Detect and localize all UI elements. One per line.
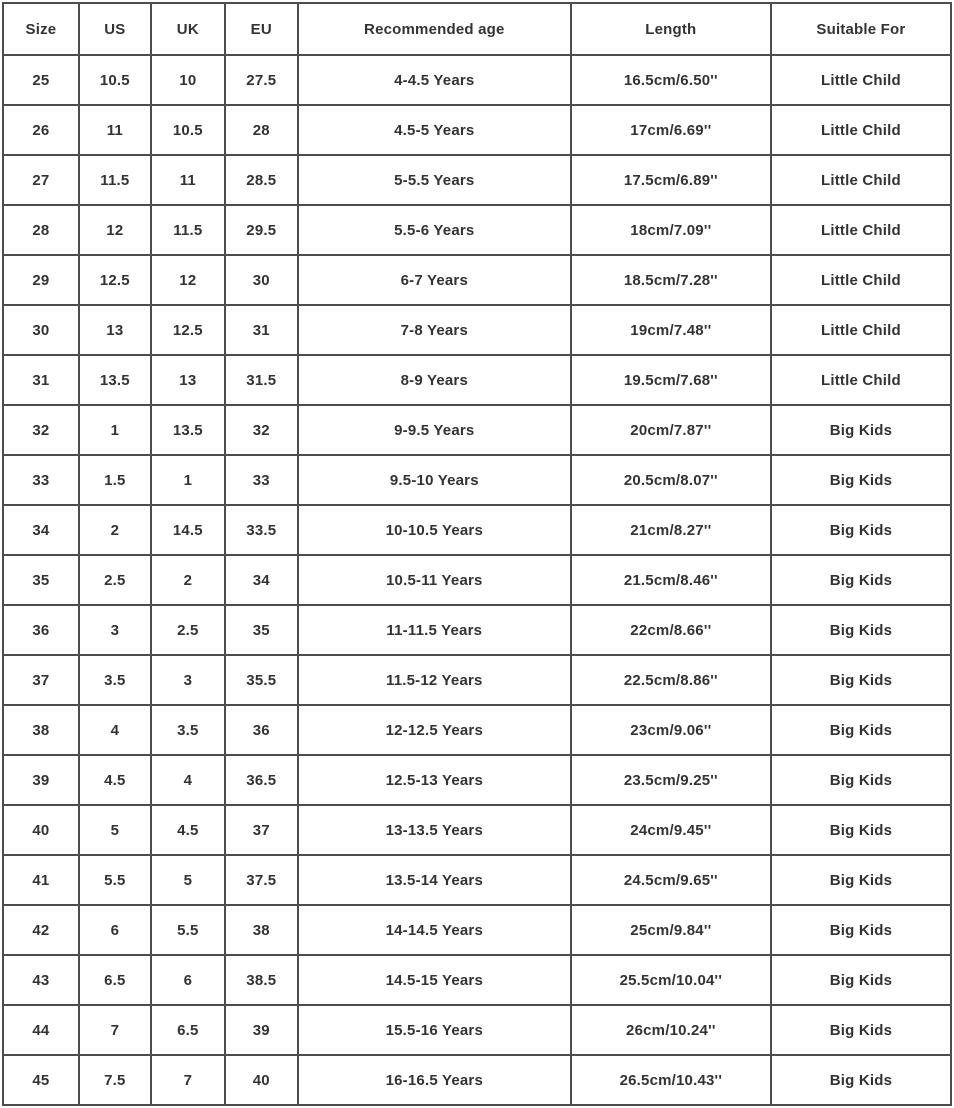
table-cell: 7-8 Years xyxy=(298,305,571,355)
table-cell: 42 xyxy=(3,905,79,955)
table-row xyxy=(3,855,951,905)
table-cell: 12 xyxy=(151,255,225,305)
table-cell: 30 xyxy=(3,305,79,355)
table-cell: Little Child xyxy=(771,305,951,355)
table-cell: 11.5-12 Years xyxy=(298,655,571,705)
table-cell: 13.5 xyxy=(151,405,225,455)
table-row xyxy=(3,105,951,155)
table-cell: 26cm/10.24'' xyxy=(571,1005,771,1055)
table-cell: 31 xyxy=(3,355,79,405)
table-cell: 33 xyxy=(225,455,298,505)
table-cell: 6 xyxy=(79,905,151,955)
table-cell: 33.5 xyxy=(225,505,298,555)
table-cell: 5 xyxy=(151,855,225,905)
table-cell: 5.5 xyxy=(79,855,151,905)
column-header-uk: UK xyxy=(151,3,225,55)
table-cell: 25cm/9.84'' xyxy=(571,905,771,955)
table-cell: 4 xyxy=(151,755,225,805)
table-cell: 28.5 xyxy=(225,155,298,205)
table-cell: 36 xyxy=(225,705,298,755)
table-cell: Big Kids xyxy=(771,1055,951,1105)
table-cell: 44 xyxy=(3,1005,79,1055)
table-cell: 2.5 xyxy=(79,555,151,605)
table-cell: Little Child xyxy=(771,255,951,305)
table-cell: 11.5 xyxy=(151,205,225,255)
table-cell: Big Kids xyxy=(771,855,951,905)
table-cell: 38 xyxy=(225,905,298,955)
table-row xyxy=(3,905,951,955)
table-cell: 5.5-6 Years xyxy=(298,205,571,255)
table-cell: 35 xyxy=(225,605,298,655)
table-cell: 43 xyxy=(3,955,79,1005)
table-cell: 29 xyxy=(3,255,79,305)
table-cell: 6.5 xyxy=(151,1005,225,1055)
table-cell: 24.5cm/9.65'' xyxy=(571,855,771,905)
table-cell: 34 xyxy=(225,555,298,605)
table-row xyxy=(3,1055,951,1105)
table-cell: 32 xyxy=(225,405,298,455)
table-cell: 12-12.5 Years xyxy=(298,705,571,755)
table-row xyxy=(3,55,951,105)
table-cell: 16-16.5 Years xyxy=(298,1055,571,1105)
table-cell: 19cm/7.48'' xyxy=(571,305,771,355)
table-cell: Little Child xyxy=(771,105,951,155)
table-row xyxy=(3,205,951,255)
table-cell: 6.5 xyxy=(79,955,151,1005)
table-row xyxy=(3,505,951,555)
size-chart-table xyxy=(2,2,952,1106)
table-cell: 10.5 xyxy=(151,105,225,155)
column-header-recommended-age: Recommended age xyxy=(298,3,571,55)
table-cell: 28 xyxy=(3,205,79,255)
table-row xyxy=(3,955,951,1005)
table-cell: 26.5cm/10.43'' xyxy=(571,1055,771,1105)
table-cell: 25.5cm/10.04'' xyxy=(571,955,771,1005)
table-row xyxy=(3,305,951,355)
table-cell: 30 xyxy=(225,255,298,305)
table-cell: 10.5 xyxy=(79,55,151,105)
table-cell: Big Kids xyxy=(771,1005,951,1055)
table-cell: 4.5 xyxy=(79,755,151,805)
table-cell: 4.5-5 Years xyxy=(298,105,571,155)
table-cell: 21.5cm/8.46'' xyxy=(571,555,771,605)
table-cell: 13.5-14 Years xyxy=(298,855,571,905)
table-cell: 16.5cm/6.50'' xyxy=(571,55,771,105)
table-cell: Little Child xyxy=(771,205,951,255)
table-cell: 3 xyxy=(79,605,151,655)
table-cell: 22cm/8.66'' xyxy=(571,605,771,655)
table-cell: 20cm/7.87'' xyxy=(571,405,771,455)
table-cell: 17.5cm/6.89'' xyxy=(571,155,771,205)
column-header-size: Size xyxy=(3,3,79,55)
table-cell: 27 xyxy=(3,155,79,205)
table-cell: 2.5 xyxy=(151,605,225,655)
table-cell: Big Kids xyxy=(771,955,951,1005)
table-cell: 12.5-13 Years xyxy=(298,755,571,805)
table-cell: 2 xyxy=(79,505,151,555)
table-cell: 13-13.5 Years xyxy=(298,805,571,855)
table-cell: Big Kids xyxy=(771,805,951,855)
table-cell: 36 xyxy=(3,605,79,655)
table-cell: 24cm/9.45'' xyxy=(571,805,771,855)
table-cell: 21cm/8.27'' xyxy=(571,505,771,555)
table-cell: 23.5cm/9.25'' xyxy=(571,755,771,805)
column-header-suitable-for: Suitable For xyxy=(771,3,951,55)
table-cell: 1 xyxy=(79,405,151,455)
table-cell: Big Kids xyxy=(771,605,951,655)
table-cell: 13 xyxy=(79,305,151,355)
table-row xyxy=(3,155,951,205)
table-cell: 8-9 Years xyxy=(298,355,571,405)
table-cell: 35.5 xyxy=(225,655,298,705)
table-cell: Little Child xyxy=(771,55,951,105)
table-cell: 25 xyxy=(3,55,79,105)
table-cell: 31 xyxy=(225,305,298,355)
table-cell: 3 xyxy=(151,655,225,705)
table-cell: Big Kids xyxy=(771,655,951,705)
table-cell: 33 xyxy=(3,455,79,505)
table-cell: 3.5 xyxy=(151,705,225,755)
table-row xyxy=(3,355,951,405)
table-cell: 20.5cm/8.07'' xyxy=(571,455,771,505)
table-cell: 17cm/6.69'' xyxy=(571,105,771,155)
table-cell: 2 xyxy=(151,555,225,605)
table-cell: 1.5 xyxy=(79,455,151,505)
table-cell: Big Kids xyxy=(771,505,951,555)
table-cell: 14.5 xyxy=(151,505,225,555)
table-cell: 39 xyxy=(225,1005,298,1055)
table-cell: 9.5-10 Years xyxy=(298,455,571,505)
table-cell: Big Kids xyxy=(771,455,951,505)
table-cell: 31.5 xyxy=(225,355,298,405)
table-cell: 38 xyxy=(3,705,79,755)
table-cell: 40 xyxy=(225,1055,298,1105)
table-cell: Big Kids xyxy=(771,705,951,755)
table-cell: 4-4.5 Years xyxy=(298,55,571,105)
column-header-length: Length xyxy=(571,3,771,55)
table-cell: 13.5 xyxy=(79,355,151,405)
table-cell: 34 xyxy=(3,505,79,555)
table-row xyxy=(3,1005,951,1055)
table-row xyxy=(3,555,951,605)
table-cell: 37 xyxy=(225,805,298,855)
table-cell: Big Kids xyxy=(771,555,951,605)
table-cell: 7 xyxy=(151,1055,225,1105)
table-cell: 15.5-16 Years xyxy=(298,1005,571,1055)
table-cell: 5.5 xyxy=(151,905,225,955)
table-cell: Little Child xyxy=(771,355,951,405)
table-cell: 19.5cm/7.68'' xyxy=(571,355,771,405)
table-cell: Big Kids xyxy=(771,905,951,955)
column-header-eu: EU xyxy=(225,3,298,55)
table-cell: 11 xyxy=(151,155,225,205)
table-row xyxy=(3,605,951,655)
table-cell: 14-14.5 Years xyxy=(298,905,571,955)
table-cell: Big Kids xyxy=(771,755,951,805)
table-cell: 13 xyxy=(151,355,225,405)
table-row xyxy=(3,255,951,305)
table-cell: 10 xyxy=(151,55,225,105)
table-cell: 32 xyxy=(3,405,79,455)
table-cell: 18.5cm/7.28'' xyxy=(571,255,771,305)
header-row xyxy=(3,3,951,55)
table-cell: 40 xyxy=(3,805,79,855)
table-row xyxy=(3,655,951,705)
table-cell: 23cm/9.06'' xyxy=(571,705,771,755)
table-cell: 7 xyxy=(79,1005,151,1055)
table-cell: 11-11.5 Years xyxy=(298,605,571,655)
table-cell: 29.5 xyxy=(225,205,298,255)
table-cell: 12 xyxy=(79,205,151,255)
table-cell: 26 xyxy=(3,105,79,155)
table-row xyxy=(3,805,951,855)
table-cell: 1 xyxy=(151,455,225,505)
table-cell: 18cm/7.09'' xyxy=(571,205,771,255)
table-cell: 37.5 xyxy=(225,855,298,905)
table-cell: 11 xyxy=(79,105,151,155)
table-cell: 6 xyxy=(151,955,225,1005)
table-cell: 22.5cm/8.86'' xyxy=(571,655,771,705)
table-cell: 41 xyxy=(3,855,79,905)
table-cell: 10.5-11 Years xyxy=(298,555,571,605)
table-cell: 6-7 Years xyxy=(298,255,571,305)
table-cell: 5 xyxy=(79,805,151,855)
table-cell: 12.5 xyxy=(79,255,151,305)
table-cell: 38.5 xyxy=(225,955,298,1005)
table-cell: 39 xyxy=(3,755,79,805)
table-cell: 36.5 xyxy=(225,755,298,805)
table-cell: 4.5 xyxy=(151,805,225,855)
table-row xyxy=(3,455,951,505)
table-cell: 3.5 xyxy=(79,655,151,705)
table-cell: Big Kids xyxy=(771,405,951,455)
table-row xyxy=(3,405,951,455)
table-row xyxy=(3,705,951,755)
table-cell: 12.5 xyxy=(151,305,225,355)
table-cell: 35 xyxy=(3,555,79,605)
table-cell: 10-10.5 Years xyxy=(298,505,571,555)
table-cell: 37 xyxy=(3,655,79,705)
table-cell: Little Child xyxy=(771,155,951,205)
table-cell: 4 xyxy=(79,705,151,755)
table-cell: 28 xyxy=(225,105,298,155)
table-row xyxy=(3,755,951,805)
table-cell: 27.5 xyxy=(225,55,298,105)
table-cell: 14.5-15 Years xyxy=(298,955,571,1005)
table-cell: 9-9.5 Years xyxy=(298,405,571,455)
table-cell: 11.5 xyxy=(79,155,151,205)
table-cell: 45 xyxy=(3,1055,79,1105)
column-header-us: US xyxy=(79,3,151,55)
table-cell: 7.5 xyxy=(79,1055,151,1105)
table-cell: 5-5.5 Years xyxy=(298,155,571,205)
